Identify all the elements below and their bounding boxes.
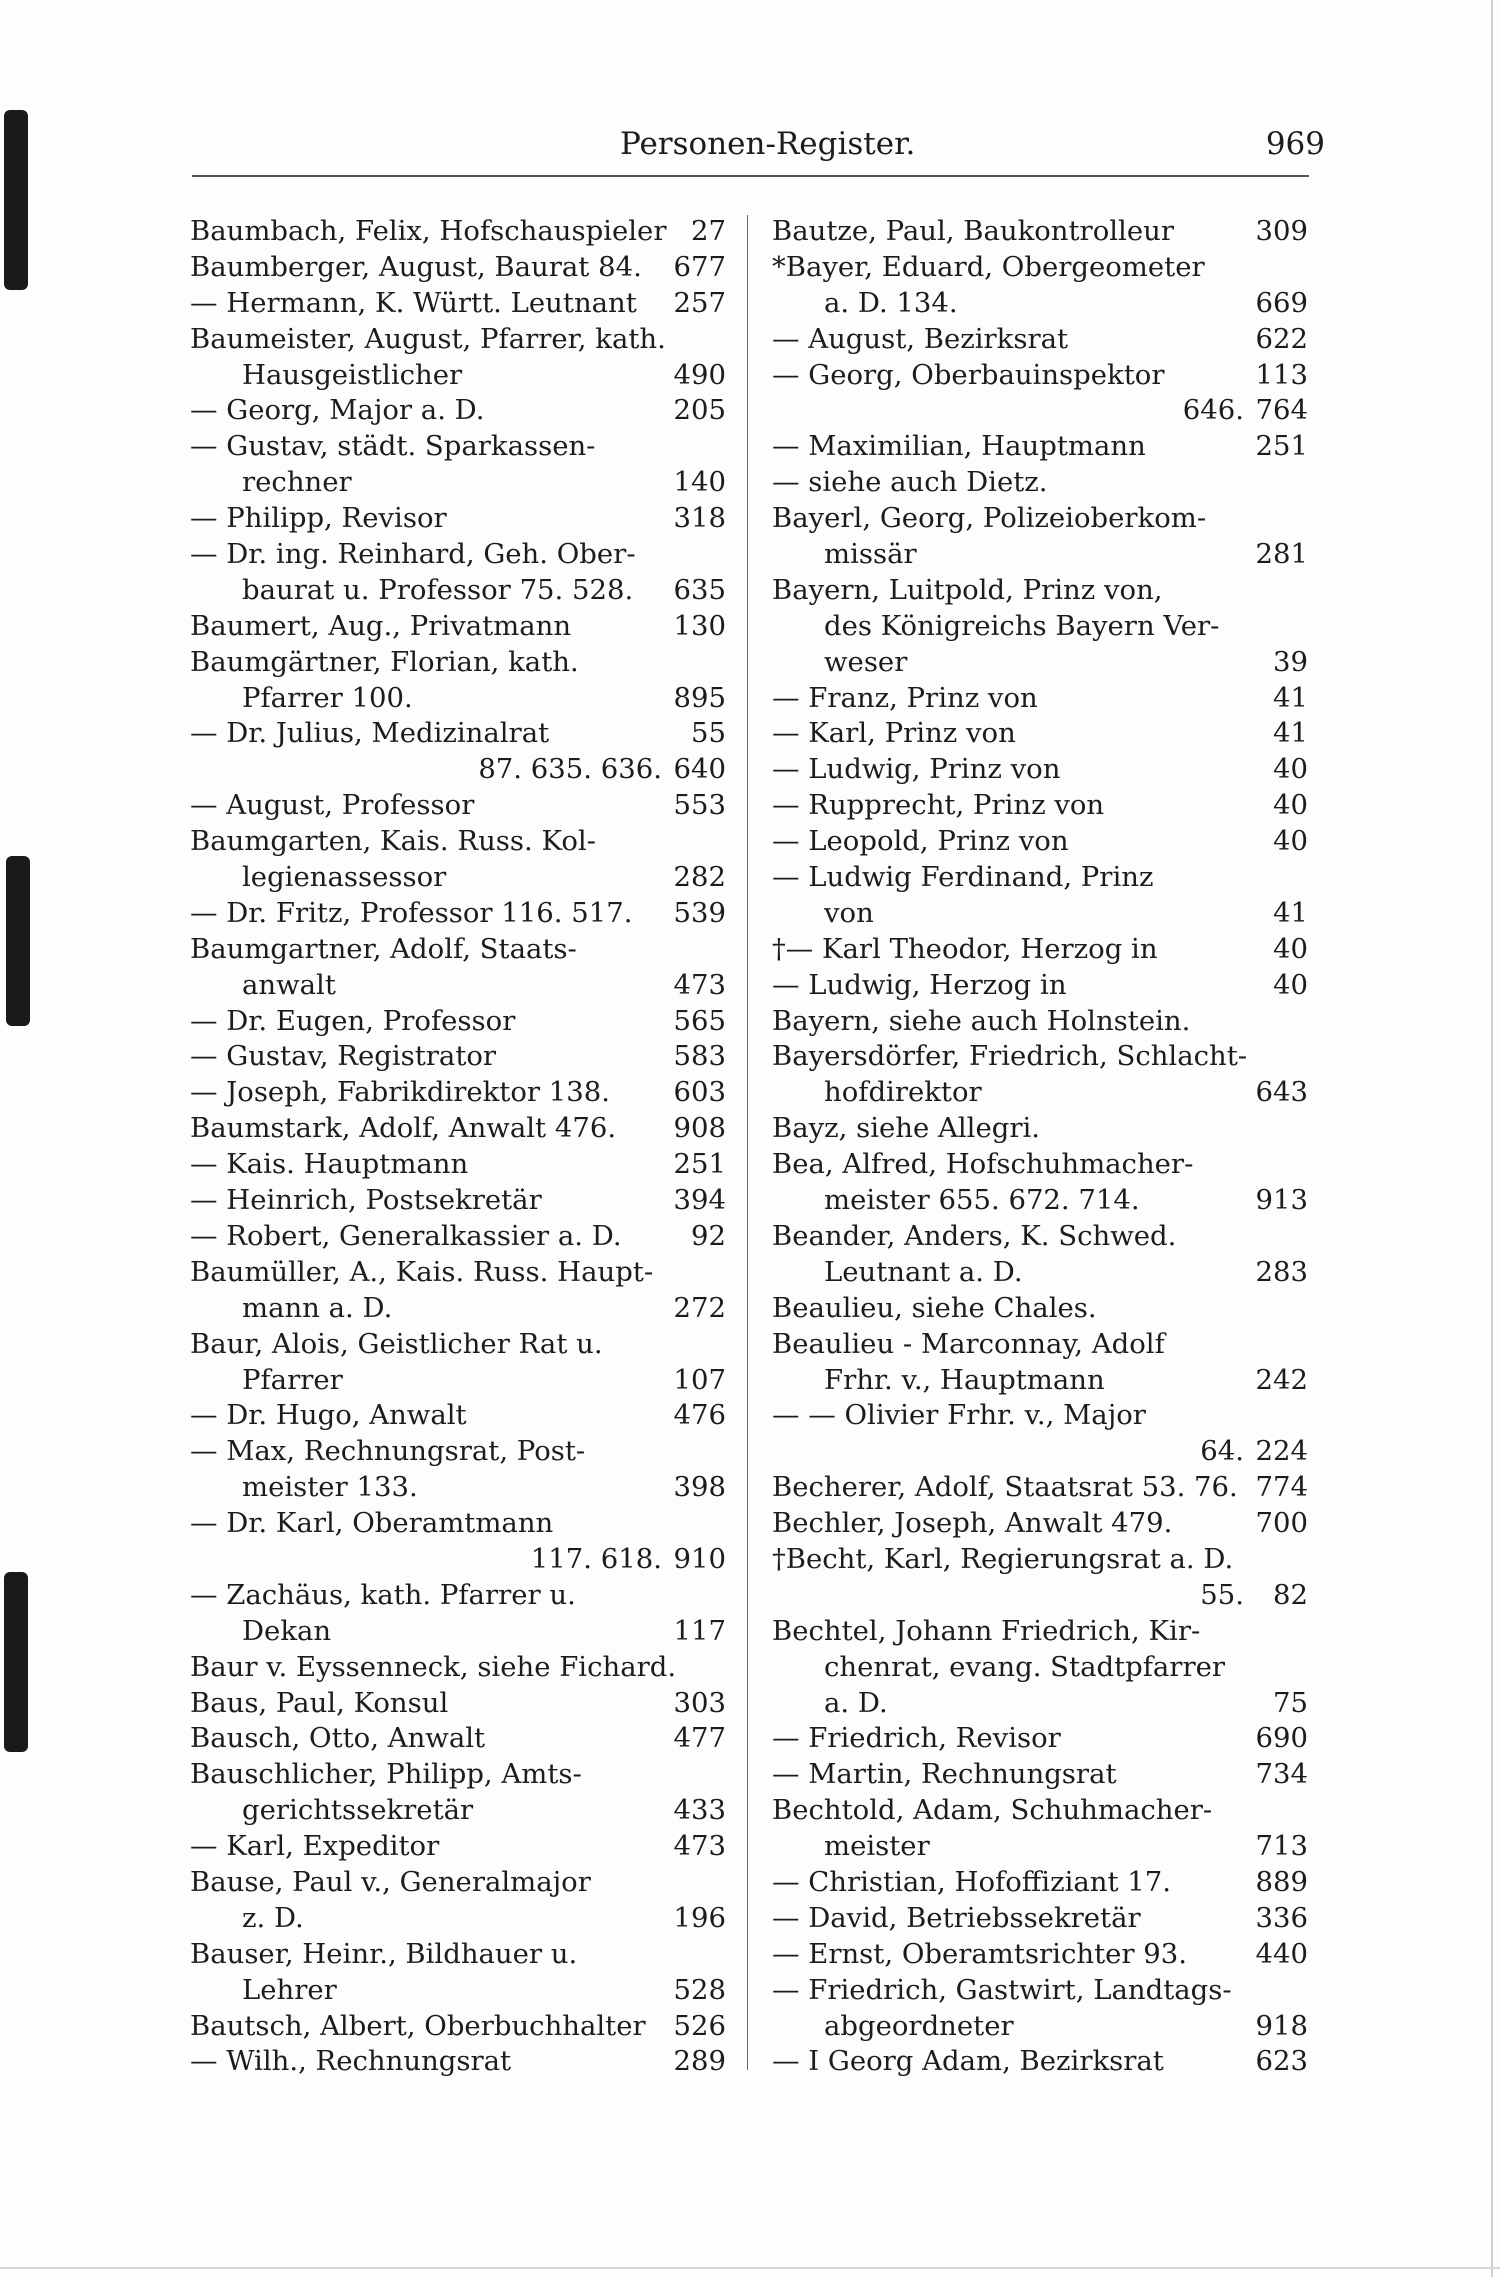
entry-page-number: 282: [673, 861, 726, 894]
entry-text: meister 133.: [242, 1471, 418, 1504]
entry-text: Pfarrer: [242, 1363, 343, 1396]
page-number: 969: [1265, 126, 1325, 162]
index-entry-line: [190, 968, 726, 1004]
index-entry-line: [190, 1542, 726, 1578]
index-entry-line: [772, 1757, 1308, 1793]
entry-page-number: 113: [1255, 358, 1308, 391]
entry-page-number: 526: [673, 2009, 726, 2042]
entry-text: — Hermann, K. Württ. Leutnant: [190, 286, 637, 319]
index-entry-line: [772, 1075, 1308, 1111]
entry-text: — August, Professor: [190, 789, 475, 822]
entry-page-number: 669: [1255, 286, 1308, 319]
index-entry-line: [772, 537, 1308, 573]
index-entry-line: [772, 932, 1308, 968]
entry-page-number: 394: [673, 1184, 726, 1217]
entry-text: hofdirektor: [824, 1076, 982, 1109]
index-entry-line: [190, 537, 726, 573]
left-column: [190, 214, 726, 2080]
index-entry-line: [190, 609, 726, 645]
entry-page-number: 242: [1255, 1363, 1308, 1396]
entry-text: anwalt: [242, 968, 336, 1001]
entry-page-number: 643: [1255, 1076, 1308, 1109]
index-entry-line: [772, 968, 1308, 1004]
index-entry-line: [190, 1829, 726, 1865]
index-entry-line: [190, 1291, 726, 1327]
entry-page-number: 283: [1255, 1255, 1308, 1288]
entry-page-number: 635: [673, 573, 726, 606]
index-entry-line: [190, 1363, 726, 1399]
entry-page-number: 92: [691, 1219, 726, 1252]
entry-text: Baumberger, August, Baurat 84.: [190, 250, 642, 283]
entry-text: — Rupprecht, Prinz von: [772, 789, 1105, 822]
entry-page-number: 224: [1255, 1435, 1308, 1468]
entry-page-number: 303: [673, 1686, 726, 1719]
entry-text: Baumgärtner, Florian, kath.: [190, 645, 579, 678]
index-entry-line: [772, 358, 1308, 394]
entry-page-number: 318: [673, 502, 726, 535]
entry-text: — Karl, Prinz von: [772, 717, 1016, 750]
entry-page-number: 764: [1255, 394, 1308, 427]
index-entry-line: [190, 1686, 726, 1722]
entry-text: Baus, Paul, Konsul: [190, 1686, 449, 1719]
entry-page-number: 27: [691, 215, 726, 247]
entry-text: †Becht, Karl, Regierungsrat a. D.: [772, 1542, 1234, 1575]
index-entry-line: [772, 788, 1308, 824]
index-entry-line: [190, 1757, 726, 1793]
index-entry-line: [190, 214, 726, 250]
entry-text: — Dr. Karl, Oberamtmann: [190, 1507, 554, 1540]
entry-text: — Robert, Generalkassier a. D.: [190, 1219, 622, 1252]
entry-text: Baur, Alois, Geistlicher Rat u.: [190, 1327, 603, 1360]
entry-text: — Heinrich, Postsekretär: [190, 1184, 542, 1217]
entry-text: z. D.: [242, 1901, 304, 1934]
entry-text: a. D. 134.: [824, 286, 958, 319]
entry-page-number: 677: [673, 250, 726, 283]
index-entry-line: [772, 1147, 1308, 1183]
entry-text: — Franz, Prinz von: [772, 681, 1038, 714]
index-entry-line: [190, 1075, 726, 1111]
index-entry-line: [772, 1542, 1308, 1578]
index-entry-line: [190, 681, 726, 717]
index-entry-line: [190, 1183, 726, 1219]
entry-text: — Wilh., Rechnungsrat: [190, 2045, 512, 2078]
entry-text: Baur v. Eyssenneck, siehe Fichard.: [190, 1650, 677, 1683]
index-entry-line: [190, 1470, 726, 1506]
entry-text: — Maximilian, Hauptmann: [772, 430, 1146, 463]
index-entry-line: [772, 1865, 1308, 1901]
index-entry-line: [772, 1721, 1308, 1757]
entry-text: missär: [824, 538, 917, 571]
index-entry-line: [772, 1614, 1308, 1650]
entry-text: Hausgeistlicher: [242, 358, 463, 391]
entry-text: Leutnant a. D.: [824, 1255, 1023, 1288]
page-title: Personen-Register.: [620, 126, 916, 162]
entry-page-number: 473: [673, 1830, 726, 1863]
index-entry-line: [772, 322, 1308, 358]
column-divider: [747, 215, 748, 2070]
index-entry-line: [190, 1650, 726, 1686]
index-entry-line: [190, 1937, 726, 1973]
index-entry-line: [190, 2009, 726, 2045]
entry-page-number: 107: [673, 1363, 726, 1396]
entry-page-number: 117: [673, 1614, 726, 1647]
entry-text: Baumgarten, Kais. Russ. Kol-: [190, 825, 596, 858]
entry-text: Lehrer: [242, 1973, 337, 2006]
entry-page-number: 774: [1255, 1471, 1308, 1504]
index-entry-line: [190, 1219, 726, 1255]
entry-text: Baumstark, Adolf, Anwalt 476.: [190, 1112, 617, 1145]
entry-text: Frhr. v., Hauptmann: [824, 1363, 1105, 1396]
entry-text: des Königreichs Bayern Ver-: [824, 609, 1220, 642]
entry-page-number: 539: [673, 896, 726, 929]
entry-page-number: 272: [673, 1291, 726, 1324]
binding-mark-middle: [6, 856, 30, 1026]
index-entry-line: [772, 1686, 1308, 1722]
entry-text: — Dr. Julius, Medizinalrat: [190, 717, 550, 750]
index-entry-line: [772, 1398, 1308, 1434]
entry-page-number: 140: [673, 466, 726, 499]
entry-page-number: 41: [1273, 896, 1308, 929]
index-entry-line: [772, 2009, 1308, 2045]
index-entry-line: [772, 1901, 1308, 1937]
index-entry-line: [772, 824, 1308, 860]
entry-text: — Kais. Hauptmann: [190, 1148, 469, 1181]
entry-text: 87. 635. 636.: [478, 753, 662, 786]
entry-text: — I Georg Adam, Bezirksrat: [772, 2045, 1164, 2078]
binding-mark-top: [4, 110, 28, 290]
index-entry-line: [772, 1829, 1308, 1865]
entry-page-number: 622: [1255, 322, 1308, 355]
index-entry-line: [190, 286, 726, 322]
index-entry-line: [772, 393, 1308, 429]
entry-text: meister 655. 672. 714.: [824, 1184, 1140, 1217]
index-entry-line: [772, 896, 1308, 932]
entry-text: Bayern, siehe auch Holnstein.: [772, 1004, 1191, 1037]
entry-page-number: 281: [1255, 538, 1308, 571]
index-entry-line: [772, 645, 1308, 681]
index-entry-line: [190, 1578, 726, 1614]
entry-text: Bechler, Joseph, Anwalt 479.: [772, 1507, 1173, 1540]
entry-text: Beaulieu - Marconnay, Adolf: [772, 1327, 1165, 1360]
index-entry-line: [190, 824, 726, 860]
entry-text: 117. 618.: [530, 1542, 662, 1575]
entry-text: Baumert, Aug., Privatmann: [190, 609, 572, 642]
index-entry-line: [772, 1434, 1308, 1470]
entry-text: 64.: [1200, 1435, 1244, 1468]
entry-text: — siehe auch Dietz.: [772, 466, 1048, 499]
entry-page-number: 196: [673, 1901, 726, 1934]
entry-text: — Friedrich, Revisor: [772, 1722, 1061, 1755]
index-entry-line: [772, 1004, 1308, 1040]
index-entry-line: [772, 1291, 1308, 1327]
index-entry-line: [772, 1255, 1308, 1291]
entry-page-number: 918: [1255, 2009, 1308, 2042]
index-entry-line: [772, 752, 1308, 788]
index-entry-line: [772, 1973, 1308, 2009]
entry-text: — Dr. Hugo, Anwalt: [190, 1399, 467, 1432]
entry-text: Baumbach, Felix, Hofschauspieler: [190, 215, 667, 247]
entry-page-number: 40: [1273, 789, 1308, 822]
entry-page-number: 640: [673, 753, 726, 786]
index-entry-line: [772, 286, 1308, 322]
entry-page-number: 913: [1255, 1184, 1308, 1217]
entry-page-number: 75: [1273, 1686, 1308, 1719]
entry-page-number: 309: [1255, 215, 1308, 247]
entry-page-number: 257: [673, 286, 726, 319]
entry-page-number: 553: [673, 789, 726, 822]
entry-text: — Martin, Rechnungsrat: [772, 1758, 1117, 1791]
index-entry-line: [772, 1470, 1308, 1506]
entry-text: Bea, Alfred, Hofschuhmacher-: [772, 1148, 1194, 1181]
entry-text: — Dr. Fritz, Professor 116. 517.: [190, 896, 633, 929]
entry-text: — Max, Rechnungsrat, Post-: [190, 1435, 586, 1468]
entry-text: — Leopold, Prinz von: [772, 825, 1069, 858]
entry-text: Bechtel, Johann Friedrich, Kir-: [772, 1614, 1201, 1647]
entry-text: Dekan: [242, 1614, 332, 1647]
index-entry-line: [772, 860, 1308, 896]
entry-text: chenrat, evang. Stadtpfarrer: [824, 1650, 1226, 1683]
index-entry-line: [190, 896, 726, 932]
index-entry-line: [190, 393, 726, 429]
entry-text: Baumeister, August, Pfarrer, kath.: [190, 322, 666, 355]
entry-page-number: 528: [673, 1973, 726, 2006]
entry-page-number: 690: [1255, 1722, 1308, 1755]
entry-page-number: 336: [1255, 1901, 1308, 1934]
index-entry-line: [190, 1901, 726, 1937]
entry-text: — Gustav, städt. Sparkassen-: [190, 430, 596, 463]
entry-text: Beander, Anders, K. Schwed.: [772, 1219, 1177, 1252]
entry-text: — — Olivier Frhr. v., Major: [772, 1399, 1146, 1432]
index-entry-line: [190, 1327, 726, 1363]
entry-text: abgeordneter: [824, 2009, 1014, 2042]
index-entry-line: [190, 1039, 726, 1075]
entry-page-number: 583: [673, 1040, 726, 1073]
entry-page-number: 40: [1273, 968, 1308, 1001]
entry-page-number: 130: [673, 609, 726, 642]
index-entry-line: [772, 1506, 1308, 1542]
entry-text: — Dr. Eugen, Professor: [190, 1004, 516, 1037]
entry-page-number: 82: [1273, 1578, 1308, 1611]
entry-text: — August, Bezirksrat: [772, 322, 1069, 355]
index-entry-line: [190, 1721, 726, 1757]
entry-text: — Joseph, Fabrikdirektor 138.: [190, 1076, 611, 1109]
entry-page-number: 440: [1255, 1937, 1308, 1970]
index-entry-line: [190, 1147, 726, 1183]
index-entry-line: [772, 1219, 1308, 1255]
index-entry-line: [772, 1937, 1308, 1973]
entry-text: Bechtold, Adam, Schuhmacher-: [772, 1794, 1213, 1827]
entry-text: Beaulieu, siehe Chales.: [772, 1291, 1097, 1324]
index-entry-line: [772, 214, 1308, 250]
entry-text: — Friedrich, Gastwirt, Landtags-: [772, 1973, 1232, 2006]
entry-text: baurat u. Professor 75. 528.: [242, 573, 634, 606]
entry-text: — Ludwig, Prinz von: [772, 753, 1061, 786]
index-entry-line: [190, 465, 726, 501]
index-entry-line: [772, 573, 1308, 609]
index-entry-line: [190, 1398, 726, 1434]
entry-text: Bauser, Heinr., Bildhauer u.: [190, 1937, 578, 1970]
entry-text: — Karl, Expeditor: [190, 1830, 440, 1863]
index-entry-line: [772, 716, 1308, 752]
index-entry-line: [772, 250, 1308, 286]
index-entry-line: [772, 501, 1308, 537]
index-entry-line: [190, 1255, 726, 1291]
entry-text: Baumüller, A., Kais. Russ. Haupt-: [190, 1255, 654, 1288]
entry-text: *Bayer, Eduard, Obergeometer: [772, 250, 1205, 283]
entry-text: — Christian, Hofoffiziant 17.: [772, 1865, 1172, 1898]
entry-text: Bautsch, Albert, Oberbuchhalter: [190, 2009, 646, 2042]
entry-page-number: 477: [673, 1722, 726, 1755]
right-column: [772, 214, 1308, 2080]
index-entry-line: [190, 1614, 726, 1650]
entry-page-number: 40: [1273, 825, 1308, 858]
index-entry-line: [190, 573, 726, 609]
index-entry-line: [772, 681, 1308, 717]
index-entry-line: [772, 1650, 1308, 1686]
index-entry-line: [772, 1578, 1308, 1614]
entry-text: — Dr. ing. Reinhard, Geh. Ober-: [190, 538, 636, 571]
entry-text: mann a. D.: [242, 1291, 393, 1324]
index-entry-line: [190, 322, 726, 358]
entry-text: Bautze, Paul, Baukontrolleur: [772, 215, 1174, 247]
entry-text: Bayern, Luitpold, Prinz von,: [772, 573, 1163, 606]
index-entry-line: [190, 788, 726, 824]
entry-page-number: 713: [1255, 1830, 1308, 1863]
index-entry-line: [190, 1793, 726, 1829]
entry-text: Bayz, siehe Allegri.: [772, 1112, 1041, 1145]
entry-text: — Ernst, Oberamtsrichter 93.: [772, 1937, 1188, 1970]
entry-text: Bauschlicher, Philipp, Amts-: [190, 1758, 582, 1791]
index-entry-line: [190, 2044, 726, 2080]
entry-text: — Ludwig Ferdinand, Prinz: [772, 861, 1154, 894]
entry-page-number: 700: [1255, 1507, 1308, 1540]
entry-text: Bayerl, Georg, Polizeioberkom-: [772, 502, 1207, 535]
entry-text: — Philipp, Revisor: [190, 502, 447, 535]
entry-page-number: 398: [673, 1471, 726, 1504]
entry-text: Bause, Paul v., Generalmajor: [190, 1865, 591, 1898]
index-entry-line: [190, 932, 726, 968]
entry-page-number: 565: [673, 1004, 726, 1037]
index-entry-line: [772, 1793, 1308, 1829]
entry-page-number: 39: [1273, 645, 1308, 678]
entry-text: 55.: [1200, 1578, 1244, 1611]
index-entry-line: [190, 645, 726, 681]
entry-page-number: 910: [673, 1542, 726, 1575]
index-entry-line: [190, 716, 726, 752]
entry-page-number: 40: [1273, 932, 1308, 965]
entry-page-number: 476: [673, 1399, 726, 1432]
index-entry-line: [190, 358, 726, 394]
entry-page-number: 473: [673, 968, 726, 1001]
entry-text: weser: [824, 645, 908, 678]
entry-page-number: 908: [673, 1112, 726, 1145]
index-entry-line: [190, 1004, 726, 1040]
entry-text: rechner: [242, 466, 352, 499]
entry-page-number: 41: [1273, 717, 1308, 750]
index-entry-line: [772, 1111, 1308, 1147]
index-entry-line: [190, 429, 726, 465]
entry-text: — Zachäus, kath. Pfarrer u.: [190, 1578, 576, 1611]
entry-text: Pfarrer 100.: [242, 681, 413, 714]
index-entry-line: [772, 429, 1308, 465]
entry-text: gerichtssekretär: [242, 1794, 474, 1827]
index-entry-line: [190, 1111, 726, 1147]
entry-page-number: 251: [673, 1148, 726, 1181]
index-entry-line: [190, 501, 726, 537]
entry-text: — Ludwig, Herzog in: [772, 968, 1067, 1001]
index-entry-line: [190, 1865, 726, 1901]
entry-page-number: 490: [673, 358, 726, 391]
entry-page-number: 433: [673, 1794, 726, 1827]
entry-page-number: 205: [673, 394, 726, 427]
entry-page-number: 55: [691, 717, 726, 750]
entry-page-number: 734: [1255, 1758, 1308, 1791]
entry-text: Becherer, Adolf, Staatsrat 53. 76.: [772, 1471, 1238, 1504]
entry-page-number: 603: [673, 1076, 726, 1109]
index-entry-line: [190, 860, 726, 896]
index-entry-line: [190, 1506, 726, 1542]
entry-text: — Gustav, Registrator: [190, 1040, 497, 1073]
entry-page-number: 289: [673, 2045, 726, 2078]
entry-text: a. D.: [824, 1686, 888, 1719]
entry-page-number: 40: [1273, 753, 1308, 786]
entry-text: — Georg, Oberbauinspektor: [772, 358, 1165, 391]
entry-page-number: 889: [1255, 1865, 1308, 1898]
entry-page-number: 41: [1273, 681, 1308, 714]
index-entry-line: [772, 1363, 1308, 1399]
entry-text: — Georg, Major a. D.: [190, 394, 485, 427]
entry-text: Baumgartner, Adolf, Staats-: [190, 932, 577, 965]
index-entry-line: [190, 1973, 726, 2009]
index-entry-line: [772, 1039, 1308, 1075]
entry-text: von: [824, 896, 874, 929]
index-entry-line: [772, 1327, 1308, 1363]
entry-text: meister: [824, 1830, 930, 1863]
index-entry-line: [190, 250, 726, 286]
entry-page-number: 251: [1255, 430, 1308, 463]
entry-text: †— Karl Theodor, Herzog in: [772, 932, 1158, 965]
entry-text: — David, Betriebssekretär: [772, 1901, 1141, 1934]
header-rule: [192, 175, 1309, 177]
index-entry-line: [190, 1434, 726, 1470]
entry-page-number: 623: [1255, 2045, 1308, 2078]
entry-text: legienassessor: [242, 861, 447, 894]
entry-text: Bayersdörfer, Friedrich, Schlacht-: [772, 1040, 1248, 1073]
index-entry-line: [772, 465, 1308, 501]
entry-page-number: 895: [673, 681, 726, 714]
binding-mark-bottom: [4, 1572, 28, 1752]
entry-text: Bausch, Otto, Anwalt: [190, 1722, 486, 1755]
index-entry-line: [772, 1183, 1308, 1219]
entry-text: 646.: [1182, 394, 1244, 427]
index-entry-line: [772, 2044, 1308, 2080]
index-entry-line: [772, 609, 1308, 645]
index-entry-line: [190, 752, 726, 788]
